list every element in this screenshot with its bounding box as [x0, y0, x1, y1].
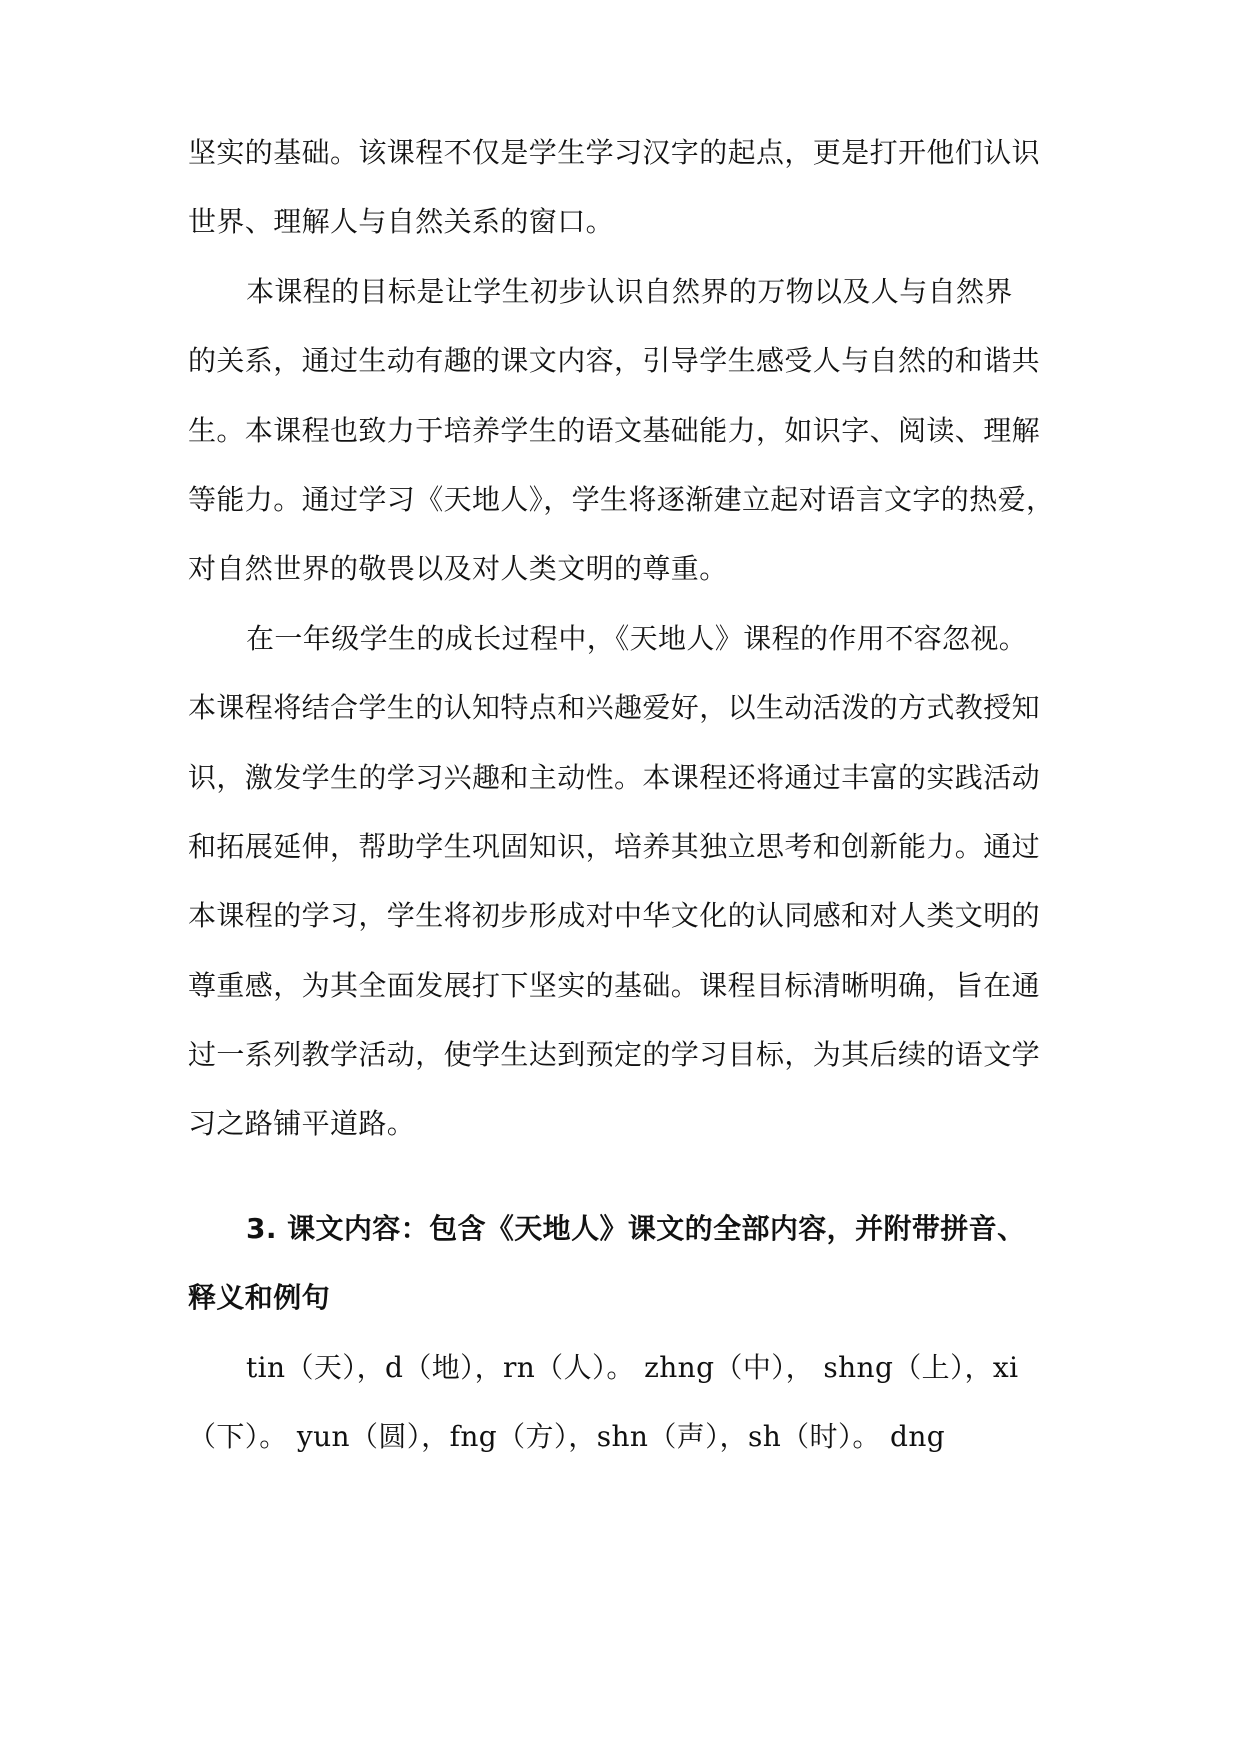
- paragraph-line: 对自然世界的敬畏以及对人类文明的尊重。: [188, 552, 728, 585]
- pinyin-line: （下）。 yun（圆），fng（方），shn（声），sh（时）。 dng: [188, 1420, 946, 1453]
- paragraph-line: 等能力。通过学习《天地人》，学生将逐渐建立起对语言文字的热爱，: [188, 483, 1055, 516]
- paragraph-line: 坚实的基础。该课程不仅是学生学习汉字的起点，更是打开他们认识: [188, 136, 1041, 169]
- paragraph-line: 过一系列教学活动，使学生达到预定的学习目标，为其后续的语文学: [188, 1038, 1041, 1071]
- paragraph-line: 本课程的学习，学生将初步形成对中华文化的认同感和对人类文明的: [188, 899, 1041, 932]
- paragraph-line: 本课程的目标是让学生初步认识自然界的万物以及人与自然界: [246, 275, 1013, 308]
- paragraph-line: 在一年级学生的成长过程中，《天地人》课程的作用不容忽视。: [246, 622, 1028, 655]
- paragraph-line: 的关系，通过生动有趣的课文内容，引导学生感受人与自然的和谐共: [188, 344, 1041, 377]
- paragraph-line: 尊重感，为其全面发展打下坚实的基础。课程目标清晰明确，旨在通: [188, 969, 1041, 1002]
- paragraph-line: 生。本课程也致力于培养学生的语文基础能力，如识字、阅读、理解: [188, 414, 1041, 447]
- paragraph-line: 识，激发学生的学习兴趣和主动性。本课程还将通过丰富的实践活动: [188, 761, 1041, 794]
- section-heading: 释义和例句: [188, 1281, 331, 1314]
- paragraph-line: 本课程将结合学生的认知特点和兴趣爱好，以生动活泼的方式教授知: [188, 691, 1041, 724]
- section-heading: 3. 课文内容：包含《天地人》课文的全部内容，并附带拼音、: [246, 1212, 1026, 1245]
- paragraph-line: 习之路铺平道路。: [188, 1107, 416, 1140]
- paragraph-line: 世界、理解人与自然关系的窗口。: [188, 205, 615, 238]
- paragraph-line: 和拓展延伸，帮助学生巩固知识，培养其独立思考和创新能力。通过: [188, 830, 1041, 863]
- pinyin-line: tin（天），d（地），rn（人）。 zhng（中）， shng（上），xi: [246, 1351, 1019, 1384]
